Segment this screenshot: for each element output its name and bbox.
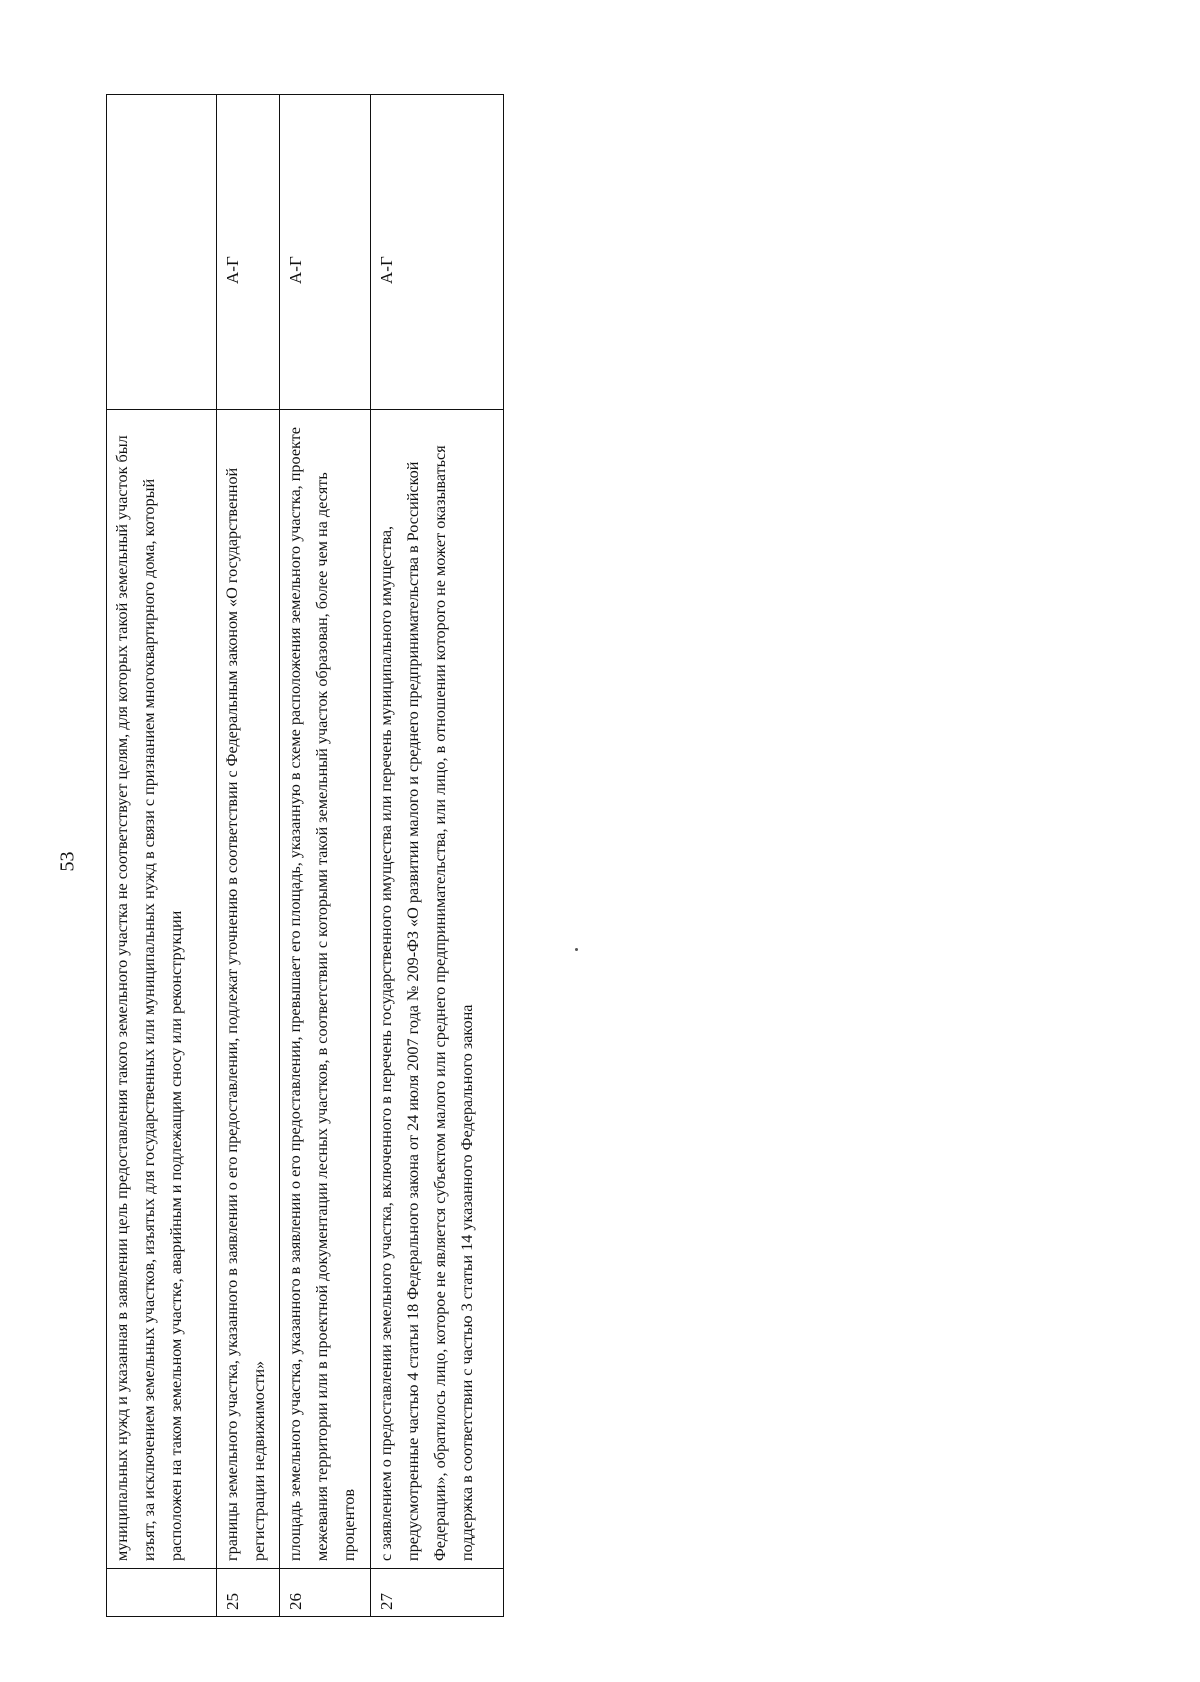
reasons-table [106, 94, 504, 1617]
row-code: А-Г [217, 95, 279, 410]
page-number: 53 [56, 851, 79, 872]
row-number: 27 [370, 1569, 503, 1617]
row-number: 26 [279, 1569, 370, 1617]
row-number [107, 1569, 217, 1617]
row-code [107, 95, 217, 410]
table-row [370, 95, 503, 1617]
row-text: муниципальных нужд и указанная в заявлении цель предоставления такого земельного участка не соответствует целям, для которых такой земельный участок был изъят, за исключением земельных участков, изъятых для государственных или муниципальных нужд в связи с признанием многоквартирного дома, который расположен на таком земельном участке, аварийным и подлежащим сносу или реконструкции [107, 410, 217, 1569]
row-number: 25 [217, 1569, 279, 1617]
table-row [107, 95, 217, 1617]
table-row [217, 95, 279, 1617]
row-text: границы земельного участка, указанного в заявлении о его предоставлении, подлежат уточнению в соответствии с Федеральным законом «О государственной регистрации недвижимости» [217, 410, 279, 1569]
row-text: площадь земельного участка, указанного в заявлении о его предоставлении, превышает его площадь, указанную в схеме расположения земельного участка, проекте межевания территории или в проектной документации лесных участков, в соответствии с которыми такой земельный участок образован, более чем на десять процентов [279, 410, 370, 1569]
document-table-rotated [106, 95, 504, 1617]
table-row [279, 95, 370, 1617]
row-code: А-Г [279, 95, 370, 410]
row-code: А-Г [370, 95, 503, 410]
scan-speck [575, 948, 578, 951]
row-text: с заявлением о предоставлении земельного участка, включенного в перечень государственного имущества или перечень муниципального имущества, предусмотренные частью 4 статьи 18 Федерального закона от 24 июля 2007 года № 209-ФЗ «О развитии малого и среднего предпринимательства в Российской Федерации», обратилось лицо, которое не является субъектом малого или среднего предпринимательства, или лицо, в отношении которого не может оказываться поддержка в соответствии с частью 3 статьи 14 указанного Федерального закона [370, 410, 503, 1569]
